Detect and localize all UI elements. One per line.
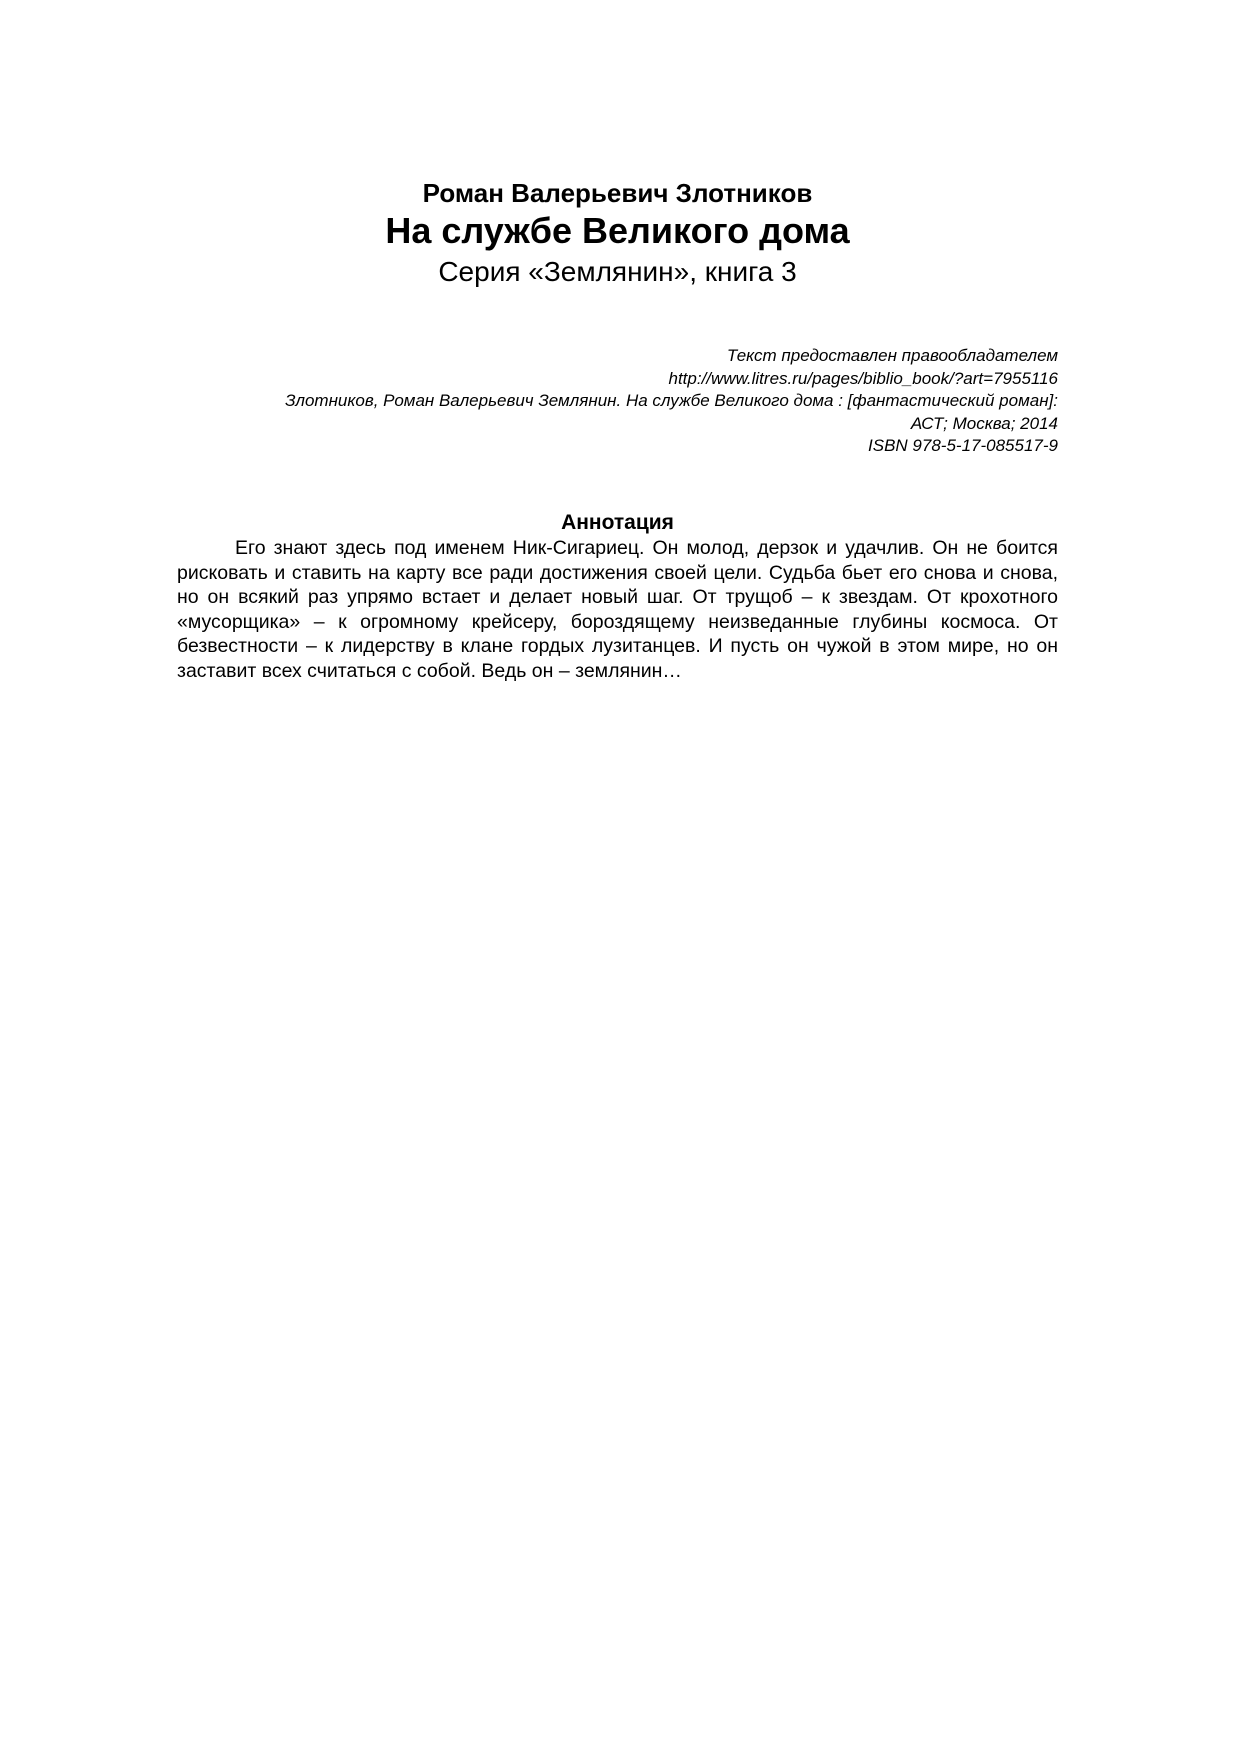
- isbn: ISBN 978-5-17-085517-9: [868, 436, 1058, 455]
- source-link[interactable]: http://www.litres.ru/pages/biblio_book/?art=7955116: [668, 368, 1058, 388]
- title-block: [177, 176, 1058, 292]
- book-title: На службе Великого дома: [385, 210, 850, 251]
- author-name: Роман Валерьевич Злотников: [422, 178, 813, 208]
- annotation-text: Его знают здесь под именем Ник-Сигариец. Он молод, дерзок и удачлив. Он не боится рисковать и ставить на карту все ради достижения своей цели. Судьба бьет его снова и снова, но он всякий раз упрямо встает и делает новый шаг. От трущоб – к звездам. От крохотного «мусорщика» – к огромному крейсеру, бороздящему неизведанные глубины космоса. От безвестности – к лидерству в клане гордых лузитанцев. И пусть он чужой в этом мире, но он заставит всех считаться с собой. Ведь он – землянин…: [177, 537, 1058, 682]
- annotation-heading: Аннотация: [561, 511, 674, 534]
- bibliographic-entry: Злотников, Роман Валерьевич Землянин. На службе Великого дома : [фантастический роман]:: [285, 391, 1058, 410]
- publisher-info: АСТ; Москва; 2014: [910, 413, 1058, 433]
- rights-holder-note: Текст предоставлен правообладателем: [726, 346, 1058, 365]
- publication-metadata: [177, 345, 1058, 458]
- series-info: Серия «Землянин», книга 3: [438, 256, 797, 287]
- annotation-section: [177, 510, 1058, 683]
